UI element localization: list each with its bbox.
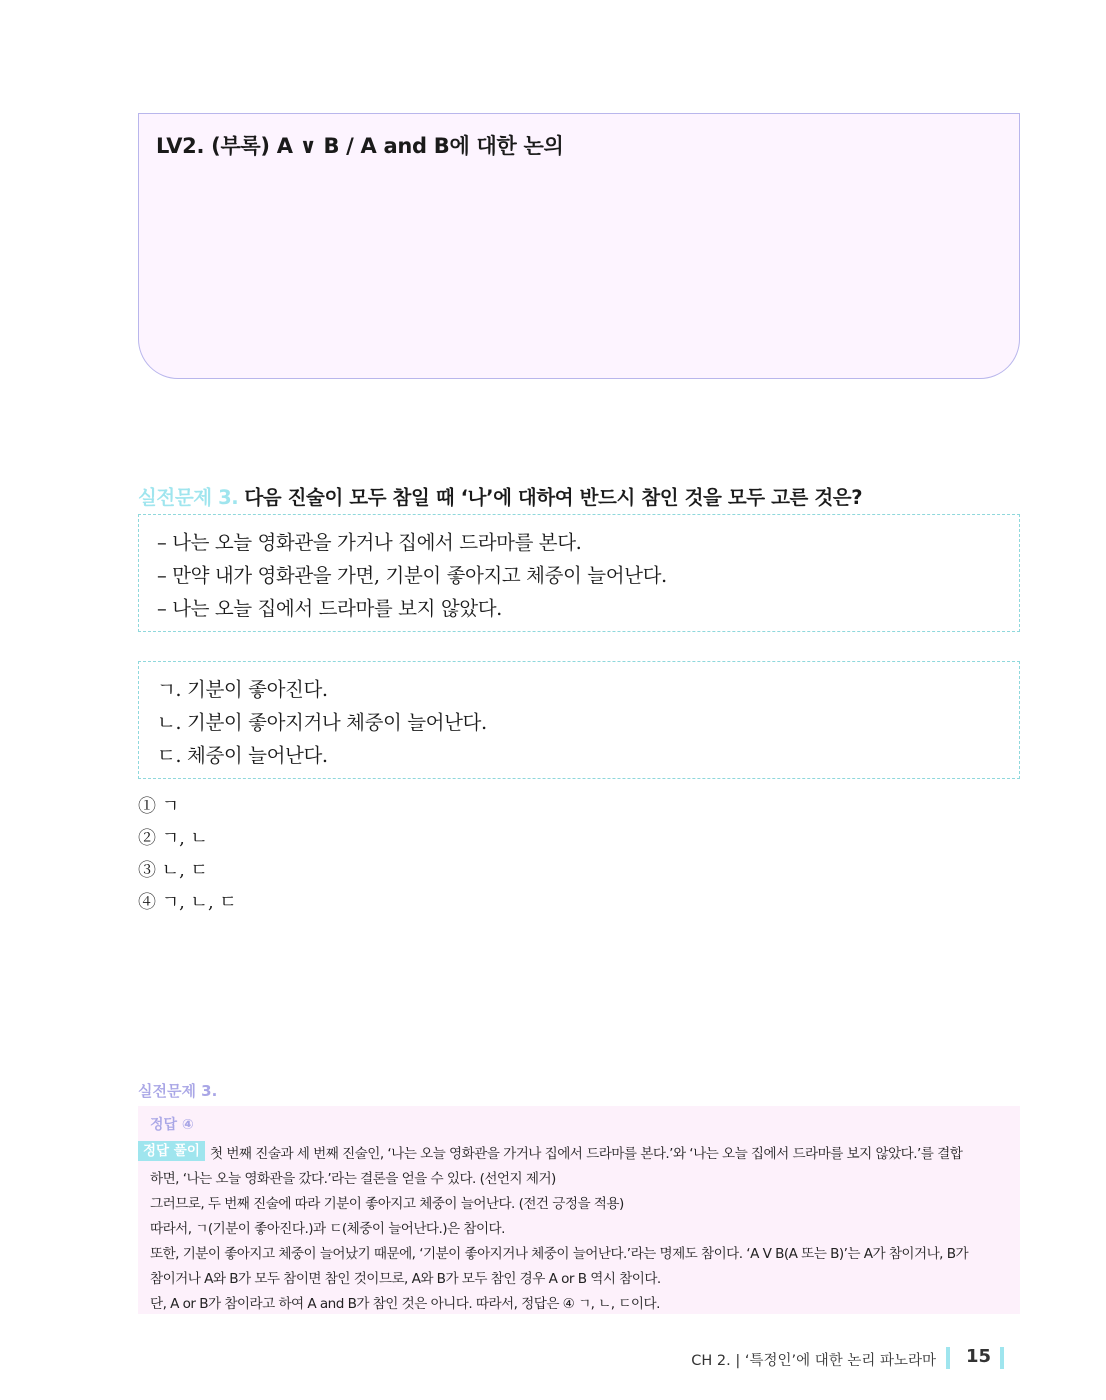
answer-option-4[interactable]: ④ ㄱ, ㄴ, ㄷ: [138, 892, 237, 913]
correct-answer: 정답 ④: [150, 1117, 194, 1133]
statement-line: – 나는 오늘 집에서 드라마를 보지 않았다.: [157, 597, 502, 620]
question-header: [138, 482, 862, 510]
answer-option-2[interactable]: ② ㄱ, ㄴ: [138, 828, 208, 849]
footer-chapter: CH 2. | ‘특정인’에 대한 논리 파노라마: [691, 1353, 936, 1369]
explanation-label: 정답 풀이: [138, 1141, 205, 1161]
answer-section-title: 실전문제 3.: [138, 1082, 218, 1100]
choices-box: [138, 661, 1020, 779]
explanation-line: 그러므로, 두 번째 진술에 따라 기분이 좋아지고 체중이 늘어난다. (전건 긍정을 적용): [150, 1196, 624, 1212]
explanation-line: 첫 번째 진술과 세 번째 진술인, ‘나는 오늘 영화관을 가거나 집에서 드라마를 본다.’와 ‘나는 오늘 집에서 드라마를 보지 않았다.’를 결합: [210, 1146, 963, 1162]
choice-line: ㄴ. 기분이 좋아지거나 체중이 늘어난다.: [157, 711, 487, 734]
statement-line: – 만약 내가 영화관을 가면, 기분이 좋아지고 체중이 늘어난다.: [157, 564, 667, 587]
answer-box: [138, 1106, 1020, 1314]
statements-box: [138, 514, 1020, 632]
answer-option-3[interactable]: ③ ㄴ, ㄷ: [138, 860, 208, 881]
level-box: [138, 113, 1020, 379]
question-label: 실전문제 3.: [138, 486, 239, 509]
explanation-line: 또한, 기분이 좋아지고 체중이 늘어났기 때문에, ‘기분이 좋아지거나 체중이 늘어난다.’라는 명제도 참이다. ‘A V B(A 또는 B)’는 A가 참이거나, B가: [150, 1246, 969, 1262]
level-title: LV2. (부록) A ∨ B / A and B에 대한 논의: [156, 134, 564, 158]
statement-line: – 나는 오늘 영화관을 가거나 집에서 드라마를 본다.: [157, 531, 582, 554]
choice-line: ㄱ. 기분이 좋아진다.: [157, 678, 328, 701]
question-text: 다음 진술이 모두 참일 때 ‘나’에 대하여 반드시 참인 것을 모두 고른 것은?: [244, 486, 863, 509]
answer-option-1[interactable]: ① ㄱ: [138, 796, 180, 817]
explanation-line: 단, A or B가 참이라고 하여 A and B가 참인 것은 아니다. 따라서, 정답은 ④ ㄱ, ㄴ, ㄷ이다.: [150, 1296, 660, 1312]
explanation-line: 따라서, ㄱ(기분이 좋아진다.)과 ㄷ(체중이 늘어난다.)은 참이다.: [150, 1221, 505, 1237]
footer-bar-left: [946, 1347, 950, 1369]
explanation-line: 참이거나 A와 B가 모두 참이면 참인 것이므로, A와 B가 모두 참인 경우 A or B 역시 참이다.: [150, 1271, 661, 1287]
page-number: 15: [966, 1346, 992, 1367]
explanation-line: 하면, ‘나는 오늘 영화관을 갔다.’라는 결론을 얻을 수 있다. (선언지 제거): [150, 1171, 556, 1187]
choice-line: ㄷ. 체중이 늘어난다.: [157, 744, 328, 767]
footer-bar-right: [1000, 1347, 1004, 1369]
